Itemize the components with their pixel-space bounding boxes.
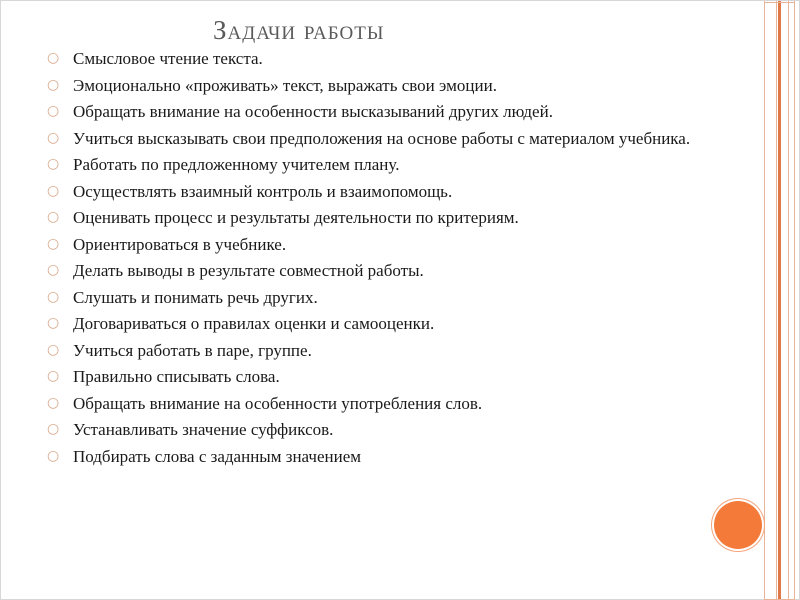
list-item-text: Обращать внимание на особенности употребления слов. <box>73 393 483 413</box>
ring-bullet-icon: ○ <box>47 368 60 384</box>
ring-bullet-icon: ○ <box>47 288 60 305</box>
list-item <box>47 76 737 95</box>
orange-circle-icon <box>714 501 762 549</box>
list-item-text: Обращать внимание на особенности высказываний других людей. <box>73 102 553 121</box>
list-item <box>47 235 737 254</box>
ring-bullet-icon: ○ <box>47 50 60 66</box>
list-item <box>47 102 737 121</box>
list-item-text: Слушать и понимать речь других. <box>73 287 318 307</box>
list-item <box>47 367 737 386</box>
ring-bullet-icon: ○ <box>47 209 60 225</box>
list-item-text: Эмоционально «проживать» текст, выражать свои эмоции. <box>73 75 497 95</box>
list-item <box>47 261 737 280</box>
ring-bullet-icon: ○ <box>47 341 60 358</box>
list-item <box>47 314 737 333</box>
ring-bullet-icon: ○ <box>47 394 60 411</box>
list-item <box>47 182 737 201</box>
decorative-frame <box>763 1 799 600</box>
list-item-text: Смысловое чтение текста. <box>73 49 263 68</box>
task-list <box>47 49 737 473</box>
list-item-text: Оценивать процесс и результаты деятельности по критериям. <box>73 208 519 227</box>
ring-bullet-icon: ○ <box>47 235 60 252</box>
list-item <box>47 394 737 413</box>
ring-bullet-icon: ○ <box>47 262 60 278</box>
ring-bullet-icon: ○ <box>47 315 60 331</box>
ring-bullet-icon: ○ <box>47 129 60 146</box>
list-item <box>47 288 737 307</box>
list-item-text: Учиться работать в паре, группе. <box>73 340 312 360</box>
list-item-text: Правильно списывать слова. <box>73 367 280 386</box>
ring-bullet-icon: ○ <box>47 76 60 93</box>
list-item <box>47 420 737 439</box>
list-item-text: Устанавливать значение суффиксов. <box>73 420 334 439</box>
list-item-text: Ориентироваться в учебнике. <box>73 234 287 254</box>
list-item-text: Подбирать слова с заданным значением <box>73 446 361 466</box>
list-item-text: Осуществлять взаимный контроль и взаимопомощь. <box>73 181 453 201</box>
list-item-text: Делать выводы в результате совместной работы. <box>73 261 424 280</box>
list-item <box>47 49 737 68</box>
list-item <box>47 129 737 148</box>
list-item <box>47 208 737 227</box>
ring-bullet-icon: ○ <box>47 156 60 172</box>
ring-bullet-icon: ○ <box>47 103 60 119</box>
list-item <box>47 341 737 360</box>
list-item-text: Учиться высказывать свои предположения на основе работы с материалом учебника. <box>73 128 691 148</box>
ring-bullet-icon: ○ <box>47 421 60 437</box>
list-item-text: Работать по предложенному учителем плану. <box>73 155 400 174</box>
ring-bullet-icon: ○ <box>47 182 60 199</box>
list-item-text: Договариваться о правилах оценки и самооценки. <box>73 314 435 333</box>
slide-title: Задачи работы <box>213 15 385 45</box>
list-item <box>47 447 737 466</box>
list-item <box>47 155 737 174</box>
ring-bullet-icon: ○ <box>47 447 60 464</box>
